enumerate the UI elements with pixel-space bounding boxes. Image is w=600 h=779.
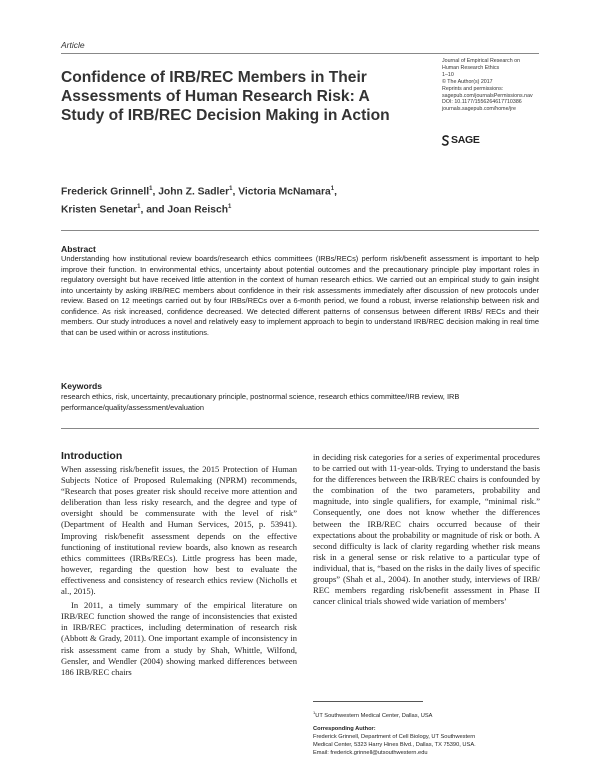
author-name: , John Z. Sadler [152, 186, 230, 198]
introduction-heading: Introduction [61, 450, 123, 462]
author-line-2 [61, 200, 521, 218]
affiliation-marker: 1 [228, 203, 232, 210]
journal-info-line: Journal of Empirical Research on [442, 58, 521, 64]
author-separator: , [334, 186, 337, 198]
intro-paragraph-2: In 2011, a timely summary of the empirical literature on IRB/REC function showed the range of inconsistencies that existed in IRB/REC practices, including determination of research risk (Abbott & Grady, 2011). One important example of inconsistency in risk assessment came from a study by Shah, Whittle, Wilfond, Gensler, and Wendler (2004) showing marked differences between 186 IRB/REC chairs [61, 600, 297, 677]
intro-paragraph-1: When assessing risk/benefit issues, the 2015 Protection of Human Subjects Notice of Proposed Rulemaking (NPRM) recommends, “Research that poses greater risk should receive more attention and deliberation than less risky research, and the degree and type of oversight should be commensurate with the level of risk” (Department of Health and Human Services, 2015, p. 53941). Improving risk/benefit assessment depends on the effective functioning of institutional review boards, also known as research ethics committees (IRBs/RECs). Little progress has been made, however, regarding the question how best to evaluate the effectiveness and consistency of research ethics review (Nicholls et al., 2015). [61, 464, 297, 597]
affiliation-marker: 1 [229, 186, 233, 192]
author-line-1 [61, 182, 521, 200]
footnote-divider [313, 701, 423, 702]
publisher-name: SAGE [451, 134, 480, 146]
corresponding-author-line: Medical Center, 5323 Harry Hines Blvd., Dallas, TX 75390, USA. [313, 741, 476, 748]
journal-info-line: 1–10 [442, 71, 454, 78]
corresponding-author-label: Corresponding Author: [313, 726, 376, 732]
author-name: , Victoria McNamara [232, 186, 331, 198]
journal-info-line: Reprints and permissions: [442, 85, 504, 92]
journal-info-line: © The Author(s) 2017 [442, 78, 493, 85]
right-column [313, 452, 540, 607]
sage-logo [441, 134, 521, 146]
intro-paragraph-continued: in deciding risk categories for a series of experimental procedures to be carried out with 11-year-olds. Trying to understand the basis for the differences between the IRB/REC chairs is confounded by the combination of the two parameters, probability and magnitude, into single qualifiers, for example, “minimal risk.” Consequently, one does not know whether the differences between the IRB/REC chairs occurred because of their expectations about the probability or magnitude of risk or both. A second difficulty is lack of clarity regarding whether risk means risk in a general sense or risk relative to a particular type of individual, that is, “based on the risks in the daily lives of specific groups” (Shah et al., 2004). In another study, interviews of IRB/ REC members regarding risk/benefit assessment in Phase II cancer clinical trials showed wide variation of members’ [313, 452, 540, 607]
keywords-body: research ethics, risk, uncertainty, precautionary principle, postnormal science, research ethics committee/IRB review, IRB performance/quality/assessment/evaluation [61, 392, 460, 412]
affiliation-marker: 1 [313, 710, 316, 715]
journal-info-line: journals.sagepub.com/home/jre [442, 106, 516, 113]
journal-info-line: sagepub.com/journalsPermissions.nav [442, 92, 533, 99]
corresponding-author-line: Frederick Grinnell, Department of Cell Biology, UT Southwestern [313, 733, 476, 740]
journal-info-line: Human Research Ethics [442, 64, 500, 71]
left-column [61, 464, 297, 678]
abstract-heading: Abstract [61, 244, 96, 254]
corresponding-author [313, 726, 540, 758]
affiliation-footnote [313, 710, 540, 719]
affiliation-marker: 1 [149, 186, 153, 192]
author-list [61, 182, 521, 218]
author-name: Kristen Senetar [61, 204, 138, 216]
journal-info-line: DOI: 10.1177/1556264617710386 [442, 99, 522, 106]
article-type-label: Article [61, 40, 85, 50]
abstract-body: Understanding how institutional review boards/research ethics committees (IRBs/RECs) perform risk/benefit assessment is important to help improve their function. In environmental ethics, uncertainty about potential outcomes and the precautionary principle play important roles in regulatory oversight but have received little attention in the context of human research ethics. We carried out an empirical study to gain insight into uncertainty by asking IRB/REC members about confidence in their risk assessments immediately after discussion of new protocols under review. Based on 12 meetings carried out by four IRBs/RECs over a 6-month period, we found a robust, inverse relationship between risk and confidence. As risk increased, confidence decreased. We detected different patterns of consensus between different IRBs/ RECs and their members. Our study introduces a novel and relatively easy to implement approach to begin to understand IRB/REC decision making in real time that can be used within or across institutions. [61, 254, 539, 337]
header-divider [61, 53, 539, 54]
keywords-heading: Keywords [61, 381, 103, 391]
body-divider [61, 428, 539, 429]
abstract-divider [61, 230, 539, 231]
journal-info [442, 58, 572, 113]
affiliation-text: UT Southwestern Medical Center, Dallas, USA [315, 712, 433, 719]
corresponding-author-email: Email: frederick.grinnell@utsouthwestern.edu [313, 749, 428, 756]
affiliation-marker: 1 [330, 186, 335, 192]
author-name: , and Joan Reisch [140, 204, 229, 216]
sage-s-icon [441, 135, 450, 146]
author-name: Frederick Grinnell [61, 186, 150, 198]
paper-title: Confidence of IRB/REC Members in Their Assessments of Human Research Risk: A Study of IRB/REC Decision Making in Action [61, 69, 390, 124]
affiliation-marker: 1 [137, 203, 141, 210]
